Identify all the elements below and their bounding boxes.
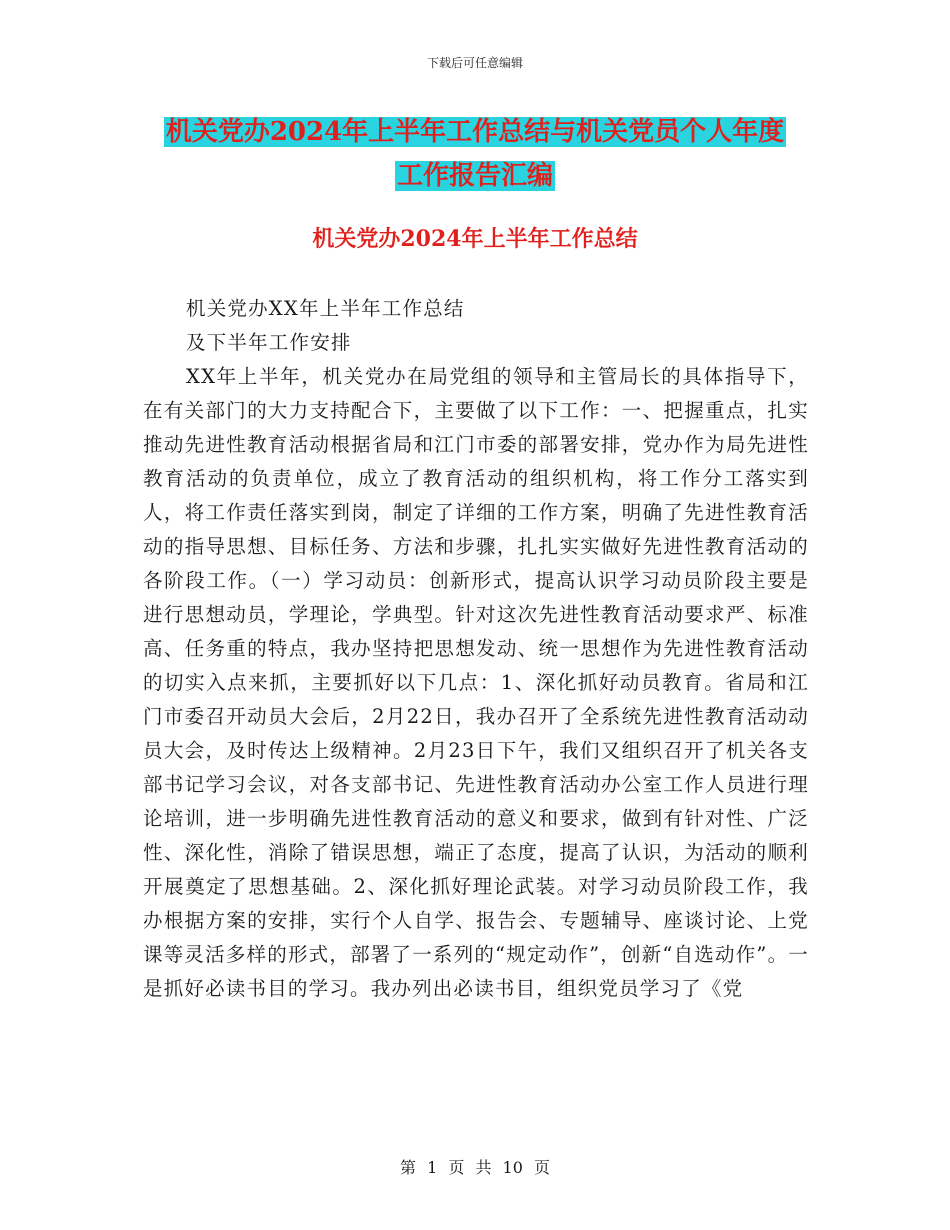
paragraph-subtitle-1: 机关党办XX年上半年工作总结 [186,297,465,320]
paragraph-main: XX年上半年，机关党办在局党组的领导和主管局长的具体指导下，在有关部门的大力支持配合下，主要做了以下工作：一、把握重点，扎实推动先进性教育活动根据省局和江门市委的部署安排，党办作为局先进性教育活动的负责单位，成立了教育活动的组织机构，将工作分工落实到人，将工作责任落实到岗，制定了详细的工作方案，明确了先进性教育活动的指导思想、目标任务、方法和步骤，扎扎实实做好先进性教育活动的各阶段工作。（一）学习动员：创新形式，提高认识学习动员阶段主要是进行思想动员，学理论，学典型。针对这次先进性教育活动要求严、标准高、任务重的特点，我办坚持把思想发动、统一思想作为先进性教育活动的切实入点来抓，主要抓好以下几点：1、深化抓好动员教育。省局和江门市委召开动员大会后，2月22日，我办召开了全系统先进性教育活动动员大会，及时传达上级精神。2月23日下午，我们又组织召开了机关各支部书记学习会议，对各支部书记、先进性教育活动办公室工作人员进行理论培训，进一步明确先进性教育活动的意义和要求，做到有针对性、广泛性、深化性，消除了错误思想，端正了态度，提高了认识，为活动的顺利开展奠定了思想基础。2、深化抓好理论武装。对学习动员阶段工作，我办根据方案的安排，实行个人自学、报告会、专题辅导、座谈讨论、上党课等灵活多样的形式，部署了一系列的“规定动作”，创新“自选动作”。一是抓好必读书目的学习。我办列出必读书目，组织党员学习了《党 [143,365,809,1000]
header-note: 下载后可任意编辑 [426,56,523,70]
paragraph-subtitle-2: 及下半年工作安排 [186,331,352,354]
document-title-line2: 工作报告汇编 [396,161,553,191]
body-text [143,292,809,1006]
page-footer: 第 1 页 共 10 页 [400,1158,550,1177]
document-title [0,110,950,198]
section-title: 机关党办2024年上半年工作总结 [312,226,638,252]
document-title-line1: 机关党办2024年上半年工作总结与机关党员个人年度 [165,117,785,147]
